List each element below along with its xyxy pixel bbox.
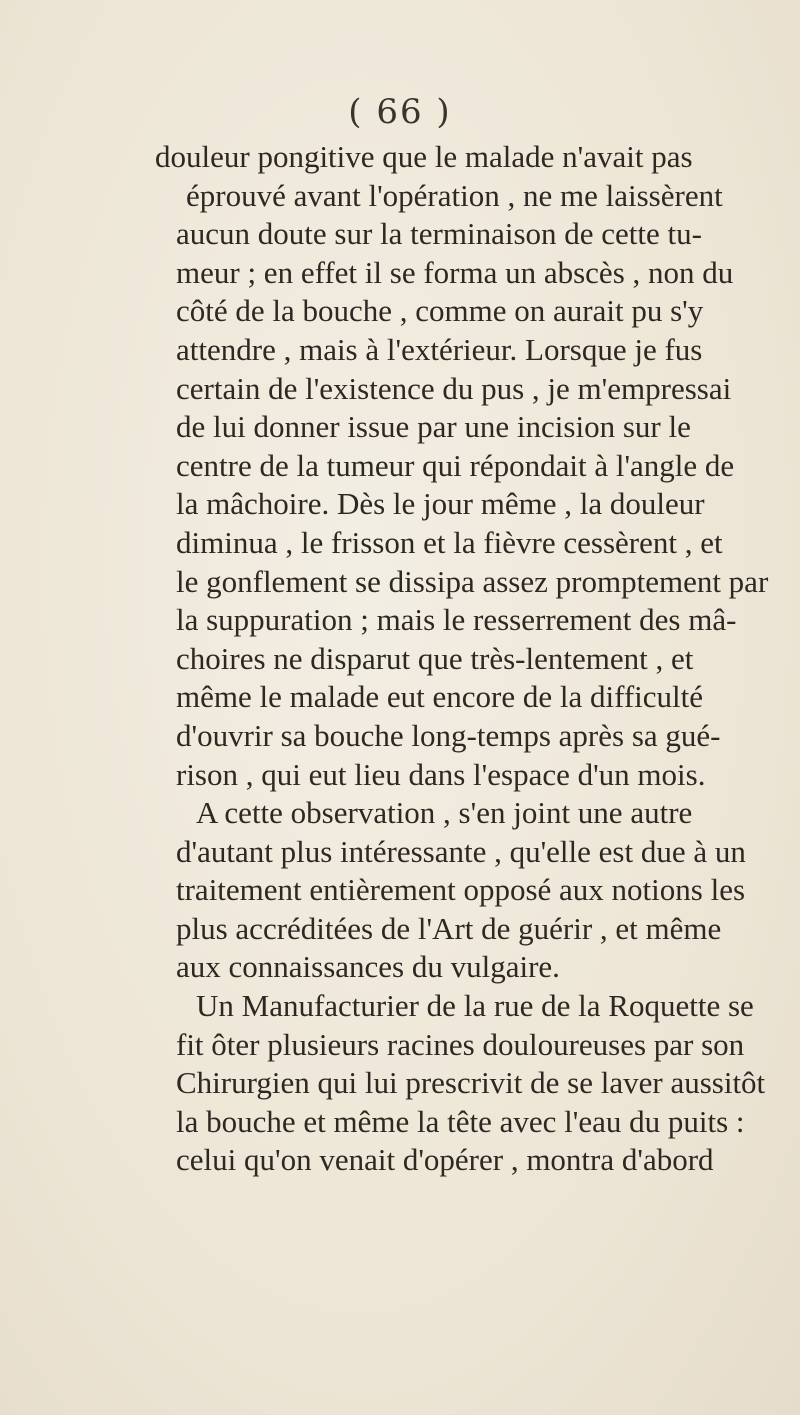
text-line: diminua , le frisson et la fièvre cessèrent , et bbox=[176, 524, 723, 560]
text-line: Chirurgien qui lui prescrivit de se laver aussitôt bbox=[176, 1065, 766, 1101]
text-line: Un Manufacturier de la rue de la Roquette se bbox=[196, 988, 754, 1024]
text-line: choires ne disparut que très-lentement , et bbox=[176, 640, 694, 676]
text-line: d'ouvrir sa bouche long-temps après sa gué- bbox=[176, 717, 721, 753]
text-line: certain de l'existence du pus , je m'empressai bbox=[176, 370, 732, 406]
text-line: centre de la tumeur qui répondait à l'angle de bbox=[176, 447, 735, 483]
text-line: le gonflement se dissipa assez promptement par bbox=[176, 563, 769, 599]
text-line: meur ; en effet il se forma un abscès , non du bbox=[176, 254, 734, 290]
page-number: ( 66 ) bbox=[348, 92, 452, 132]
text-line: rison , qui eut lieu dans l'espace d'un mois. bbox=[176, 756, 706, 792]
text-line: côté de la bouche , comme on aurait pu s'y bbox=[176, 293, 704, 329]
text-line: aux connaissances du vulgaire. bbox=[176, 949, 560, 985]
text-line: de lui donner issue par une incision sur le bbox=[176, 409, 691, 445]
body-text bbox=[150, 138, 770, 1180]
text-line: attendre , mais à l'extérieur. Lorsque je fus bbox=[176, 331, 703, 367]
text-line: aucun doute sur la terminaison de cette tu- bbox=[176, 216, 702, 252]
text-line: A cette observation , s'en joint une autre bbox=[196, 795, 693, 831]
text-line: douleur pongitive que le malade n'avait pas bbox=[155, 139, 693, 174]
text-line: celui qu'on venait d'opérer , montra d'abord bbox=[176, 1142, 714, 1178]
text-line: la mâchoire. Dès le jour même , la douleur bbox=[176, 486, 705, 522]
text-line: même le malade eut encore de la difficulté bbox=[176, 679, 704, 715]
text-line: éprouvé avant l'opération , ne me laissèrent bbox=[186, 177, 723, 213]
text-line: la bouche et même la tête avec l'eau du puits : bbox=[176, 1103, 745, 1139]
text-line: d'autant plus intéressante , qu'elle est due à un bbox=[176, 833, 746, 869]
text-line: plus accréditées de l'Art de guérir , et même bbox=[176, 910, 722, 946]
text-line: traitement entièrement opposé aux notions les bbox=[176, 872, 746, 908]
text-line: fit ôter plusieurs racines douloureuses par son bbox=[176, 1026, 745, 1062]
text-line: la suppuration ; mais le resserrement des mâ- bbox=[176, 602, 737, 638]
